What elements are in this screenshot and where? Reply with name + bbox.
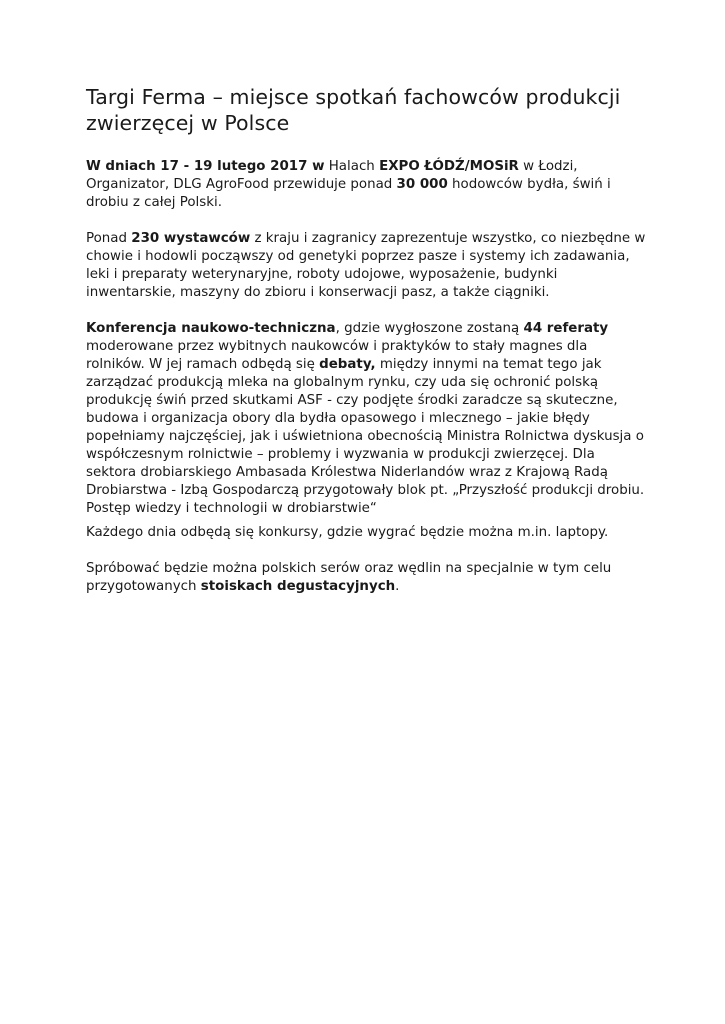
visitors-count-bold: 30 000	[396, 177, 448, 192]
document-page	[86, 84, 646, 614]
text: Ponad	[86, 231, 132, 246]
text: w Łodzi, Organizator, DLG AgroFood przewiduje ponad	[86, 159, 578, 192]
text: hodowców bydła, świń i drobiu z całej Polski.	[86, 177, 611, 210]
venue-bold: EXPO ŁÓDŹ/MOSiR	[379, 159, 519, 174]
paragraph-contests: Każdego dnia odbędą się konkursy, gdzie wygrać będzie można m.in. laptopy.	[86, 525, 609, 540]
text: Halach	[324, 159, 380, 174]
text: między innymi na temat tego jak zarządzać produkcją mleka na globalnym rynku, czy uda się ochronić polską produkcję świń przed skutkami ASF - czy podjęte środki zaradcze są skuteczne, budowa i organizacja obory dla bydła opasowego i mlecznego – jakie błędy popełniamy najczęściej, jak i uświetniona obecnością Ministra Rolnictwa dyskusja o współczesnym rolnictwie – problemy i wyzwania w produkcji zwierzęcej. Dla sektora drobiarskiego Ambasada Królestwa Niderlandów wraz z Krajową Radą Drobiarstwa - Izbą Gospodarczą przygotowały blok pt. „Przyszłość produkcji drobiu. Postęp wiedzy i technologii w drobiarstwie“	[86, 357, 645, 516]
conference-bold: Konferencja naukowo-techniczna	[86, 321, 336, 336]
exhibitors-count-bold: 230 wystawców	[131, 231, 251, 246]
text: z kraju i zagranicy zaprezentuje wszystko, co niezbędne w chowie i hodowli począwszy od genetyki poprzez pasze i systemy ich zadawania, leki i preparaty weterynaryjne, roboty udojowe, wyposażenie, budynki inwentarskie, maszyny do zbioru i konserwacji pasz, a także ciągniki.	[86, 231, 646, 300]
text: moderowane przez wybitnych naukowców i praktyków to stały magnes dla rolników. W jej ramach odbędą się	[86, 339, 588, 372]
debates-bold: debaty,	[319, 357, 376, 372]
paragraph-dates	[86, 158, 646, 212]
text: , gdzie wygłoszone zostaną	[335, 321, 524, 336]
text: .	[395, 579, 400, 594]
tasting-stands-bold: stoiskach degustacyjnych	[200, 579, 396, 594]
paragraph-tasting	[86, 560, 646, 596]
paragraph-conference	[86, 320, 646, 518]
document-title: Targi Ferma – miejsce spotkań fachowców produkcji zwierzęcej w Polsce	[86, 85, 621, 135]
text: Spróbować będzie można polskich serów oraz wędlin na specjalnie w tym celu przygotowanych	[86, 561, 612, 594]
paragraph-exhibitors	[86, 230, 646, 302]
dates-bold: W dniach 17 - 19 lutego 2017 w	[86, 159, 325, 174]
papers-count-bold: 44 referaty	[523, 321, 609, 336]
